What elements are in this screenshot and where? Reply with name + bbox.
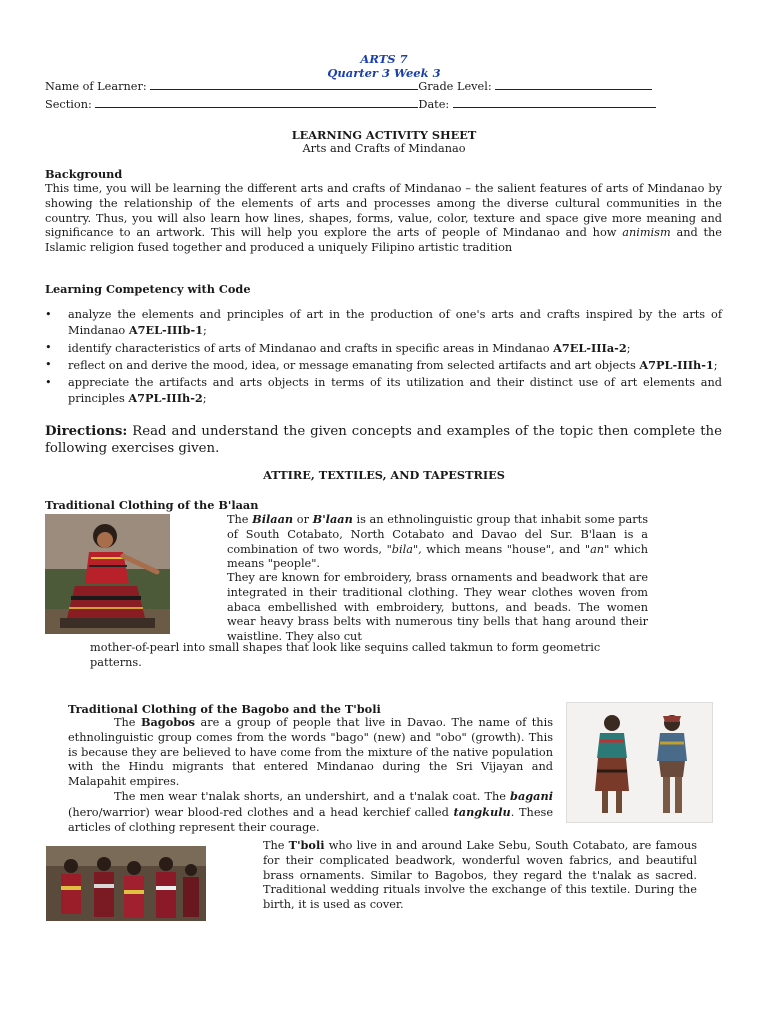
bila-term: "bila", xyxy=(386,542,422,556)
background-text: This time, you will be learning the different arts and crafts of Mindanao – the salient features of arts of Mindanao by showing the relationship of the elements of arts and processes among the diverse cultural communities in the country. Thus, you will also learn how lines, shapes, forms, value, color, texture and space give more meaning and significance to an artwork. This will help you explore the arts of people of Mindanao and how xyxy=(45,182,722,240)
tboli-term: T'boli xyxy=(288,838,325,852)
grade-field[interactable] xyxy=(495,78,652,90)
text: is an ethnolinguistic group that inhabit some parts of South Cotabato, North Cotabato and Davao del Sur. B'laan is a combination of two words, xyxy=(227,513,649,556)
tboli-image xyxy=(46,846,206,921)
text: who live in and around Lake Sebu, South Cotabato, are famous for their complicated beadwork, wonderful woven fabrics, and beautiful brass ornaments. Similar to Bagobos, they regard the t'nalak as sacred. Traditional wedding rituals involve the exchange of this textile. During the birth, it is used as cover. xyxy=(263,839,697,912)
directions-text: Read and understand the given concepts and examples of the topic then complete the following exercises given. xyxy=(45,424,722,456)
background-italic: animism xyxy=(622,226,671,240)
bagobo-paragraph-2 xyxy=(68,789,553,835)
competency-list xyxy=(45,308,722,409)
bagobo-heading: Traditional Clothing of the Bagobo and the T'boli xyxy=(68,702,381,716)
sheet-title: LEARNING ACTIVITY SHEET xyxy=(291,128,477,142)
directions-label: Directions: xyxy=(45,424,128,439)
name-label: Name of Learner: xyxy=(45,80,147,93)
name-field[interactable] xyxy=(150,78,418,90)
competency-item xyxy=(45,308,722,339)
bagobo-paragraph-1 xyxy=(68,715,553,790)
background-heading: Background xyxy=(45,167,123,181)
text: are a group of people that live in Davao. The name of this ethnolinguistic group comes from the words "bago" (new) and "obo" (growth). This is because they are believed to have come from the mixture of the native population with the Hindu migrants that entered Mindanao during the Sri Vijayan and Malapahit empires. xyxy=(68,716,553,789)
tboli-paragraph xyxy=(263,838,697,913)
competency-item xyxy=(45,376,722,407)
blaan-heading: Traditional Clothing of the B'laan xyxy=(45,498,259,512)
bagobos-term: Bagobos xyxy=(140,715,196,729)
blaan-paragraph-2: They are known for embroidery, brass ornaments and beadwork that are integrated in their traditional clothing. They wear clothes woven from abaca embellished with embroidery, buttons, and beads. The women wear heavy brass belts with numerous tiny bells that hang around their waistline. They also cut xyxy=(227,571,648,644)
competency-text: identify characteristics of arts of Mindanao and crafts in specific areas in Mindanao xyxy=(68,341,554,355)
tboli-photo xyxy=(46,846,206,921)
text: or xyxy=(293,513,313,526)
text: which means "house", and xyxy=(421,542,585,556)
quarter-title: Quarter 3 Week 3 xyxy=(327,66,441,80)
text: (hero/warrior) wear blood-red clothes and a head kerchief called xyxy=(68,805,454,819)
section-label: Section: xyxy=(45,98,92,111)
bilaan-term: Bilaan xyxy=(252,512,294,526)
competency-code: A7EL-IIIa-2 xyxy=(553,340,627,355)
date-label: Date: xyxy=(418,98,450,111)
blaan-paragraph-2-cont: mother-of-pearl into small shapes that look like sequins called takmun to form geometric patterns. xyxy=(90,641,601,669)
an-term: "an" xyxy=(584,542,610,556)
bagobo-photo xyxy=(566,702,713,823)
section-field[interactable] xyxy=(95,96,418,108)
text: The xyxy=(227,513,253,526)
bagobo-image xyxy=(567,703,712,822)
competency-end: ; xyxy=(626,341,631,355)
section-heading: ATTIRE, TEXTILES, AND TAPESTRIES xyxy=(263,468,505,482)
blaan-dancer-photo xyxy=(45,514,170,634)
competency-text: reflect on and derive the mood, idea, or message emanating from selected artifacts and art objects xyxy=(68,359,640,373)
blaan-dancer-image xyxy=(45,514,170,634)
competency-code: A7EL-IIIb-1 xyxy=(128,322,203,337)
competency-end: ; xyxy=(202,391,207,405)
background-text-end: and the Islamic religion fused together and produced a uniquely Filipino artistic tradition xyxy=(45,226,722,255)
background-paragraph xyxy=(45,182,722,256)
competency-end: ; xyxy=(713,359,718,373)
competency-code: A7PL-IIIh-1 xyxy=(639,358,714,373)
section-row xyxy=(45,96,657,113)
competency-text: analyze the elements and principles of art in the production of one's arts and crafts inspired by the arts of Mindanao xyxy=(68,308,722,337)
competency-heading: Learning Competency with Code xyxy=(45,282,251,296)
text: which means "people". xyxy=(227,542,648,571)
sheet-subtitle: Arts and Crafts of Mindanao xyxy=(302,142,466,155)
text: The xyxy=(114,716,141,729)
text: . These articles of clothing represent their courage. xyxy=(68,805,553,834)
competency-text: appreciate the artifacts and arts objects in terms of its utilization and their distinct use of art elements and principles xyxy=(68,376,722,405)
subject-title: ARTS 7 xyxy=(360,52,408,66)
tangkulu-term: tangkulu xyxy=(453,804,511,819)
competency-code: A7PL-IIIh-2 xyxy=(128,390,203,405)
name-row xyxy=(45,78,657,95)
date-field[interactable] xyxy=(453,96,656,108)
text: The men wear t'nalak shorts, an undershirt, and a t'nalak coat. The xyxy=(114,790,511,803)
bagani-term: bagani xyxy=(510,789,553,803)
blaan-term: B'laan xyxy=(312,512,353,526)
competency-end: ; xyxy=(203,323,207,337)
blaan-paragraph-1 xyxy=(227,512,648,572)
text: The xyxy=(263,839,289,852)
competency-item xyxy=(45,358,722,374)
competency-item xyxy=(45,341,722,357)
directions xyxy=(45,424,722,457)
grade-label: Grade Level: xyxy=(418,80,492,93)
